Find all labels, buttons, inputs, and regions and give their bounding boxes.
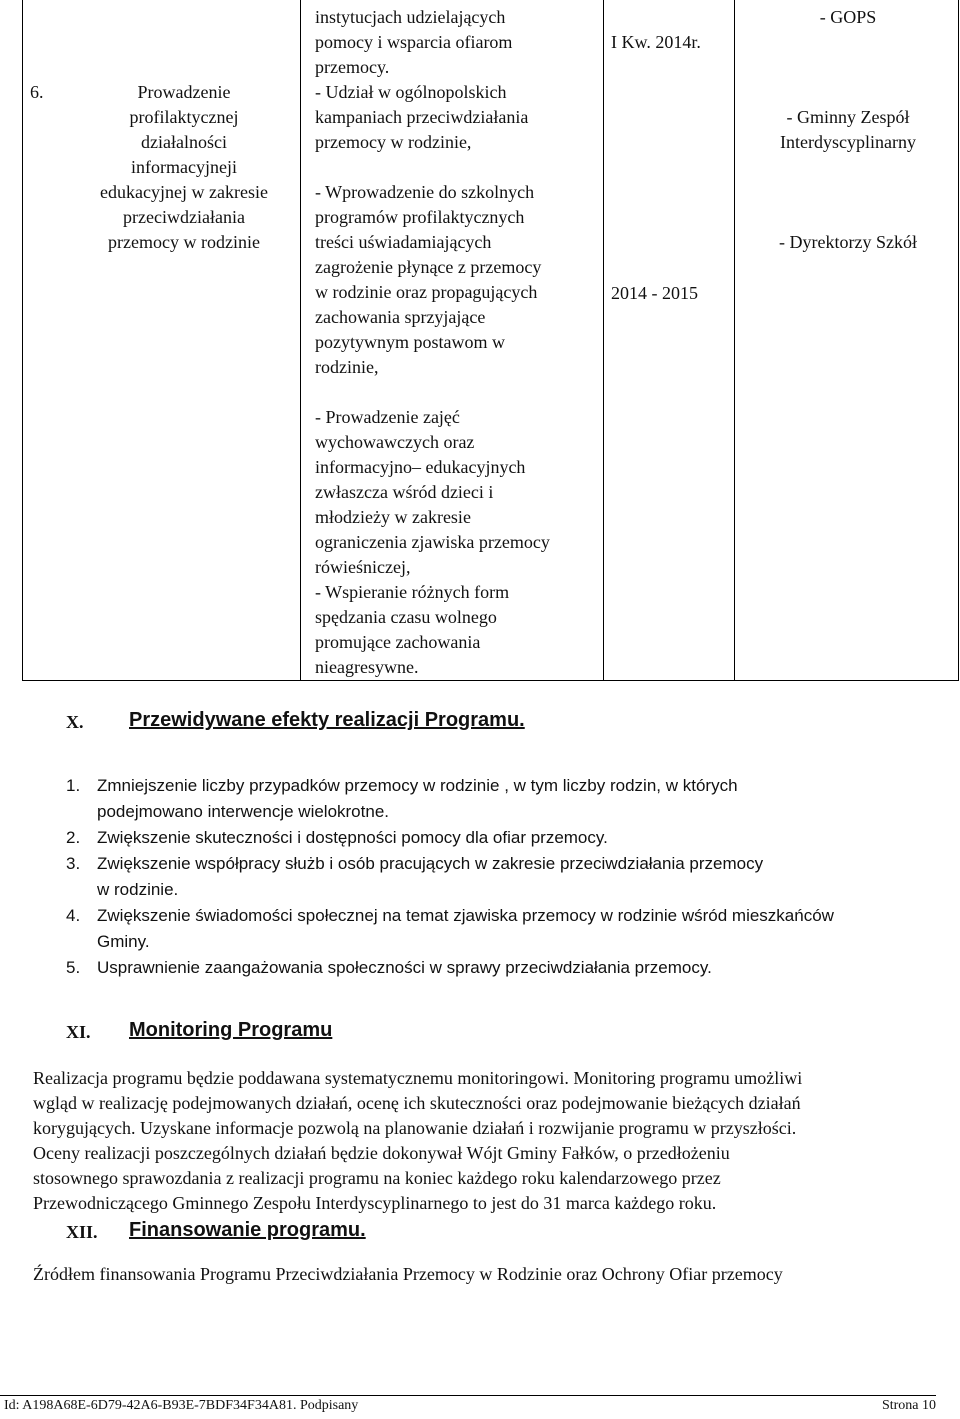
action-line: - Udział w ogólnopolskich bbox=[315, 82, 507, 102]
row-number: 6. bbox=[30, 82, 44, 102]
page-number: Strona 10 bbox=[881, 1398, 936, 1413]
list-item-text: Zwiększenie świadomości społecznej na temat zjawiska przemocy w rodzinie wśród mieszkańców bbox=[97, 906, 834, 925]
task-name-line: przemocy w rodzinie bbox=[108, 232, 260, 252]
action-line: treści uświadamiających bbox=[315, 232, 492, 252]
section-x-number: X. bbox=[66, 712, 84, 732]
list-item-text: w rodzinie. bbox=[97, 880, 179, 899]
section-xi-title: Monitoring Programu bbox=[129, 1019, 333, 1041]
action-line: informacyjno– edukacyjnych bbox=[315, 457, 526, 477]
action-line: spędzania czasu wolnego bbox=[315, 607, 497, 627]
action-line: - Wspieranie różnych form bbox=[315, 582, 510, 602]
action-line: wychowawczych oraz bbox=[315, 432, 475, 452]
action-line: kampaniach przeciwdziałania bbox=[315, 107, 529, 127]
financing-text: Źródłem finansowania Programu Przeciwdziałania Przemocy w Rodzinie oraz Ochrony Ofiar przemocy bbox=[33, 1264, 783, 1284]
action-line: pozytywnym postawom w bbox=[315, 332, 505, 352]
table-border-col2 bbox=[300, 0, 301, 681]
task-name-cell bbox=[86, 80, 282, 255]
section-xii-number: XII. bbox=[66, 1222, 98, 1242]
action-line: przemocy. bbox=[315, 57, 390, 77]
paragraph-line: korygujących. Uzyskane informacje pozwolą na planowanie działań i rozwijanie programu w przyszłości. bbox=[33, 1118, 797, 1138]
table-border-col4 bbox=[734, 0, 735, 681]
action-line: rówieśniczej, bbox=[315, 557, 411, 577]
action-line: młodzieży w zakresie bbox=[315, 507, 471, 527]
list-item-number: 5. bbox=[66, 958, 81, 977]
action-line: rodzinie, bbox=[315, 357, 379, 377]
action-line: zwłaszcza wśród dzieci i bbox=[315, 482, 494, 502]
document-id: Id: A198A68E-6D79-42A6-B93E-7BDF34F34A81. Podpisany bbox=[4, 1398, 359, 1413]
responsible-line: Interdyscyplinarny bbox=[780, 132, 916, 152]
action-line: programów profilaktycznych bbox=[315, 207, 525, 227]
task-name-line: działalności bbox=[141, 132, 227, 152]
effects-list bbox=[66, 773, 946, 981]
list-item-number: 1. bbox=[66, 776, 81, 795]
task-name-line: Prowadzenie bbox=[137, 82, 231, 102]
section-x-title: Przewidywane efekty realizacji Programu. bbox=[129, 709, 525, 731]
list-item-number: 3. bbox=[66, 854, 81, 873]
responsible-line: - Dyrektorzy Szkół bbox=[779, 232, 917, 252]
list-item-text: podejmowano interwencje wielokrotne. bbox=[97, 802, 389, 821]
table-border-bottom bbox=[22, 680, 959, 681]
responsible-cell bbox=[738, 5, 958, 255]
action-line: - Wprowadzenie do szkolnych bbox=[315, 182, 535, 202]
section-xii-title: Finansowanie programu. bbox=[129, 1219, 366, 1241]
paragraph-line: wgląd w realizację podejmowanych działań, ocenę ich skuteczności oraz podejmowanie bieżących działań bbox=[33, 1093, 801, 1113]
task-name-line: profilaktycznej bbox=[129, 107, 239, 127]
paragraph-line: Realizacja programu będzie poddawana systematycznemu monitoringowi. Monitoring programu umożliwi bbox=[33, 1068, 803, 1088]
list-item-text: Zwiększenie współpracy służb i osób pracujących w zakresie przeciwdziałania przemocy bbox=[97, 854, 764, 873]
action-line: zagrożenie płynące z przemocy bbox=[315, 257, 542, 277]
section-xi-number: XI. bbox=[66, 1022, 91, 1042]
action-line: przemocy w rodzinie, bbox=[315, 132, 472, 152]
responsible-line bbox=[738, 155, 958, 180]
responsible-line bbox=[738, 55, 958, 80]
action-line: instytucjach udzielających bbox=[315, 7, 506, 27]
list-item bbox=[66, 955, 946, 981]
responsible-line bbox=[738, 30, 958, 55]
responsible-line: - GOPS bbox=[819, 7, 877, 27]
action-line: zachowania sprzyjające bbox=[315, 307, 486, 327]
action-line bbox=[315, 380, 605, 405]
deadline-bottom: 2014 - 2015 bbox=[611, 283, 698, 303]
paragraph-line: stosownego sprawozdania z realizacji programu na koniec każdego roku kalendarzowego przez bbox=[33, 1168, 721, 1188]
list-item bbox=[66, 903, 946, 955]
actions-cell bbox=[315, 5, 605, 680]
list-item-text: Usprawnienie zaangażowania społeczności w sprawy przeciwdziałania przemocy. bbox=[97, 958, 712, 977]
list-item-number: 4. bbox=[66, 906, 81, 925]
action-line: ograniczenia zjawiska przemocy bbox=[315, 532, 550, 552]
deadline-top: I Kw. 2014r. bbox=[611, 32, 701, 52]
task-name-line: edukacyjnej w zakresie bbox=[100, 182, 268, 202]
responsible-line bbox=[738, 180, 958, 205]
table-border-left bbox=[22, 0, 23, 681]
responsible-line bbox=[738, 80, 958, 105]
paragraph-line: Oceny realizacji poszczególnych działań będzie dokonywał Wójt Gminy Fałków, o przedłożeniu bbox=[33, 1143, 730, 1163]
list-item-text: Gminy. bbox=[97, 932, 150, 951]
paragraph-line: Przewodniczącego Gminnego Zespołu Interdyscyplinarnego to jest do 31 marca każdego roku. bbox=[33, 1193, 717, 1213]
action-line: promujące zachowania bbox=[315, 632, 481, 652]
list-item bbox=[66, 851, 946, 903]
responsible-line bbox=[738, 205, 958, 230]
monitoring-paragraph bbox=[33, 1066, 948, 1216]
list-item-text: Zwiększenie skuteczności i dostępności pomocy dla ofiar przemocy. bbox=[97, 828, 608, 847]
action-line: pomocy i wsparcia ofiarom bbox=[315, 32, 513, 52]
task-name-line: przeciwdziałania bbox=[123, 207, 245, 227]
action-line bbox=[315, 155, 605, 180]
responsible-line: - Gminny Zespół bbox=[786, 107, 910, 127]
action-line: nieagresywne. bbox=[315, 657, 419, 677]
footer-divider bbox=[0, 1395, 936, 1396]
list-item bbox=[66, 773, 946, 825]
list-item-text: Zmniejszenie liczby przypadków przemocy w rodzinie , w tym liczby rodzin, w których bbox=[97, 776, 738, 795]
action-line: w rodzinie oraz propagujących bbox=[315, 282, 538, 302]
action-line: - Prowadzenie zajęć bbox=[315, 407, 460, 427]
table-border-right bbox=[958, 0, 959, 681]
task-name-line: informacyjneji bbox=[131, 157, 237, 177]
list-item bbox=[66, 825, 946, 851]
list-item-number: 2. bbox=[66, 828, 81, 847]
